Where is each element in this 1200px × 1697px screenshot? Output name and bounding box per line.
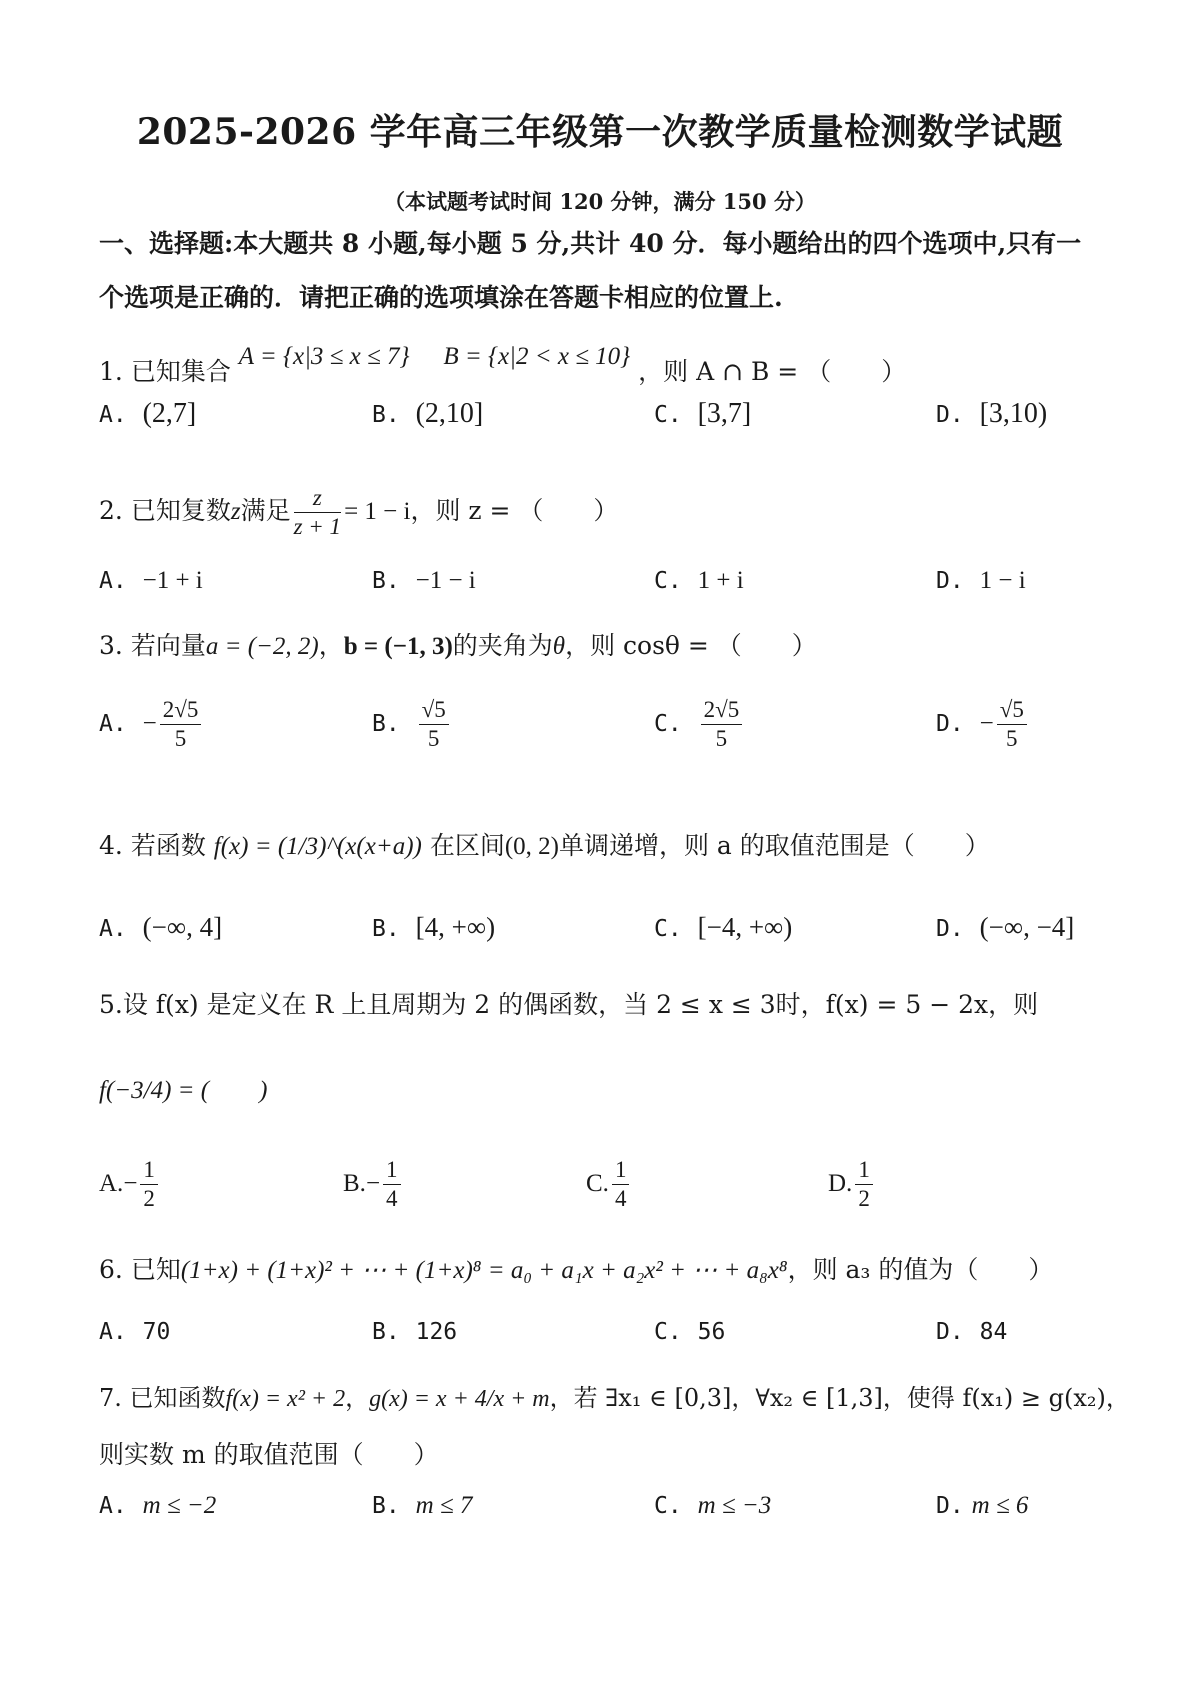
question-number: 7. [99,1384,122,1412]
question-text-suffix: 单调递增，则 a 的取值范围是（ ） [558,831,990,860]
interval: (0, 2) [504,833,559,860]
theta: θ [552,633,566,660]
fraction: $\frac{z}{z + 1}$ [293,485,342,540]
exam-info: （本试题考试时间 120 分钟，满分 150 分） [384,189,816,214]
option-b[interactable]: B. (2,10] [372,398,484,429]
question-2 [99,486,618,539]
option-a[interactable]: A. − $\frac{2√5}{5}$ [99,698,204,751]
vector-b: b = (−1, 3) [343,633,453,660]
section-header-line2: 个选项是正确的．请把正确的选项填涂在答题卡相应的位置上. [99,283,783,312]
option-c[interactable]: C. m ≤ −3 [654,1492,772,1519]
option-c[interactable]: C. $\frac{1}{4}$ [586,1158,632,1211]
question-number: 6. [99,1255,123,1284]
question-text-line2: 则实数 m 的取值范围（ ） [99,1440,439,1469]
option-b[interactable]: B. 126 [372,1319,458,1345]
equation-rhs: = 1 − i [344,498,411,526]
option-c[interactable]: C. [3,7] [654,398,752,429]
question-3: 3. 若向量a = (−2, 2)，b = (−1, 3)的夹角为θ，则 cosθ = （ ） [99,631,817,660]
option-a[interactable]: A. 70 [99,1319,171,1345]
set-b: B = {x|2 < x ≤ 10} [443,343,631,370]
question-number: 5. [99,990,123,1019]
question-5-line2 [99,1070,267,1106]
question-number: 2. [99,496,123,526]
option-b[interactable]: B. $\frac{√5}{5}$ [372,698,452,751]
option-d[interactable]: D. [3,10) [936,398,1048,429]
question-text: 设 f(x) 是定义在 R 上且周期为 2 的偶函数，当 2 ≤ x ≤ 3时，f(x) = 5 − 2x，则 [122,990,1039,1019]
option-c[interactable]: C. $\frac{2√5}{5}$ [654,698,745,751]
question-text-suffix: ，则 z = （ ） [410,496,619,526]
question-text-mid: 满足 [240,496,291,526]
section-header-line1: 一、选择题:本大题共 8 小题,每小题 5 分,共计 40 分．每小题给出的四个选项中,只有一 [99,229,1082,258]
option-d[interactable]: D. − $\frac{√5}{5}$ [936,698,1030,751]
option-b[interactable]: B.− $\frac{1}{4}$ [343,1158,404,1211]
option-b[interactable]: B. m ≤ 7 [372,1492,473,1519]
question-7-line2 [99,1435,439,1471]
page-title: 2025-2026 学年高三年级第一次教学质量检测数学试题 [136,111,1064,153]
question-text: 已知 [130,1255,181,1284]
variable-z: z [230,498,241,526]
question-number: 4. [99,831,123,860]
option-c[interactable]: C. 1 + i [654,567,744,594]
question-5-line1 [99,985,1038,1021]
option-a[interactable]: A. −1 + i [99,567,203,594]
option-d[interactable]: D. 1 − i [936,567,1026,594]
option-d[interactable]: D. m ≤ 6 [936,1492,1029,1519]
question-text: 已知函数 [129,1384,226,1412]
question-text-mid: 在区间 [429,831,505,860]
option-d[interactable]: D. $\frac{1}{2}$ [828,1158,876,1211]
question-text: 已知复数 [130,496,231,526]
question-text-mid: 的夹角为 [452,631,553,660]
option-a[interactable]: A. m ≤ −2 [99,1492,217,1519]
question-number: 1. [99,357,123,386]
option-b[interactable]: B. −1 − i [372,567,476,594]
function-f: f(x) = x² + 2 [225,1386,346,1412]
question-text: 若函数 [130,831,206,860]
question-text-line2: f(−3/4) = ( ) [99,1077,268,1104]
option-a[interactable]: A.− $\frac{1}{2}$ [99,1158,161,1211]
question-4 [99,826,990,862]
expansion-expression: (1+x) + (1+x)² + ⋯ + (1+x)⁸ = a₀ + a₁x + a₂x² + ⋯ + a₈x⁸ [180,1257,788,1284]
option-d[interactable]: D. (−∞, −4] [936,912,1075,942]
option-a[interactable]: A. (2,7] [99,398,197,429]
question-7-line1: 7. 已知函数f(x) = x² + 2，g(x) = x + 4/x + m，若 ∃x₁ ∈ [0,3]，∀x₂ ∈ [1,3]，使得 f(x₁) ≥ g(x₂)， [99,1384,1130,1412]
question-text: 已知集合 [130,357,231,386]
option-c[interactable]: C. [−4, +∞) [654,912,793,942]
question-6 [99,1250,1053,1286]
set-a: A = {x|3 ≤ x ≤ 7} [238,343,410,370]
option-a[interactable]: A. (−∞, 4] [99,912,223,942]
condition: 若 ∃x₁ ∈ [0,3]，∀x₂ ∈ [1,3]，使得 f(x₁) ≥ g(x₂)， [573,1384,1130,1412]
option-d[interactable]: D. 84 [936,1319,1008,1345]
question-text-suffix: ，则 cosθ = （ ） [565,631,817,660]
function-definition: f(x) = (1/3)^(x(x+a)) [213,833,422,860]
question-1 [99,343,907,388]
option-c[interactable]: C. 56 [654,1319,726,1345]
option-b[interactable]: B. [4, +∞) [372,912,496,942]
function-g: g(x) = x + 4/x + m [369,1386,550,1412]
vector-a: a = (−2, 2) [205,633,319,660]
question-text-suffix: ，则 a₃ 的值为（ ） [787,1255,1054,1284]
question-number: 3. [99,631,123,660]
question-text: 若向量 [130,631,206,660]
question-text-suffix: ，则 A ∩ B = （ ） [638,357,907,386]
